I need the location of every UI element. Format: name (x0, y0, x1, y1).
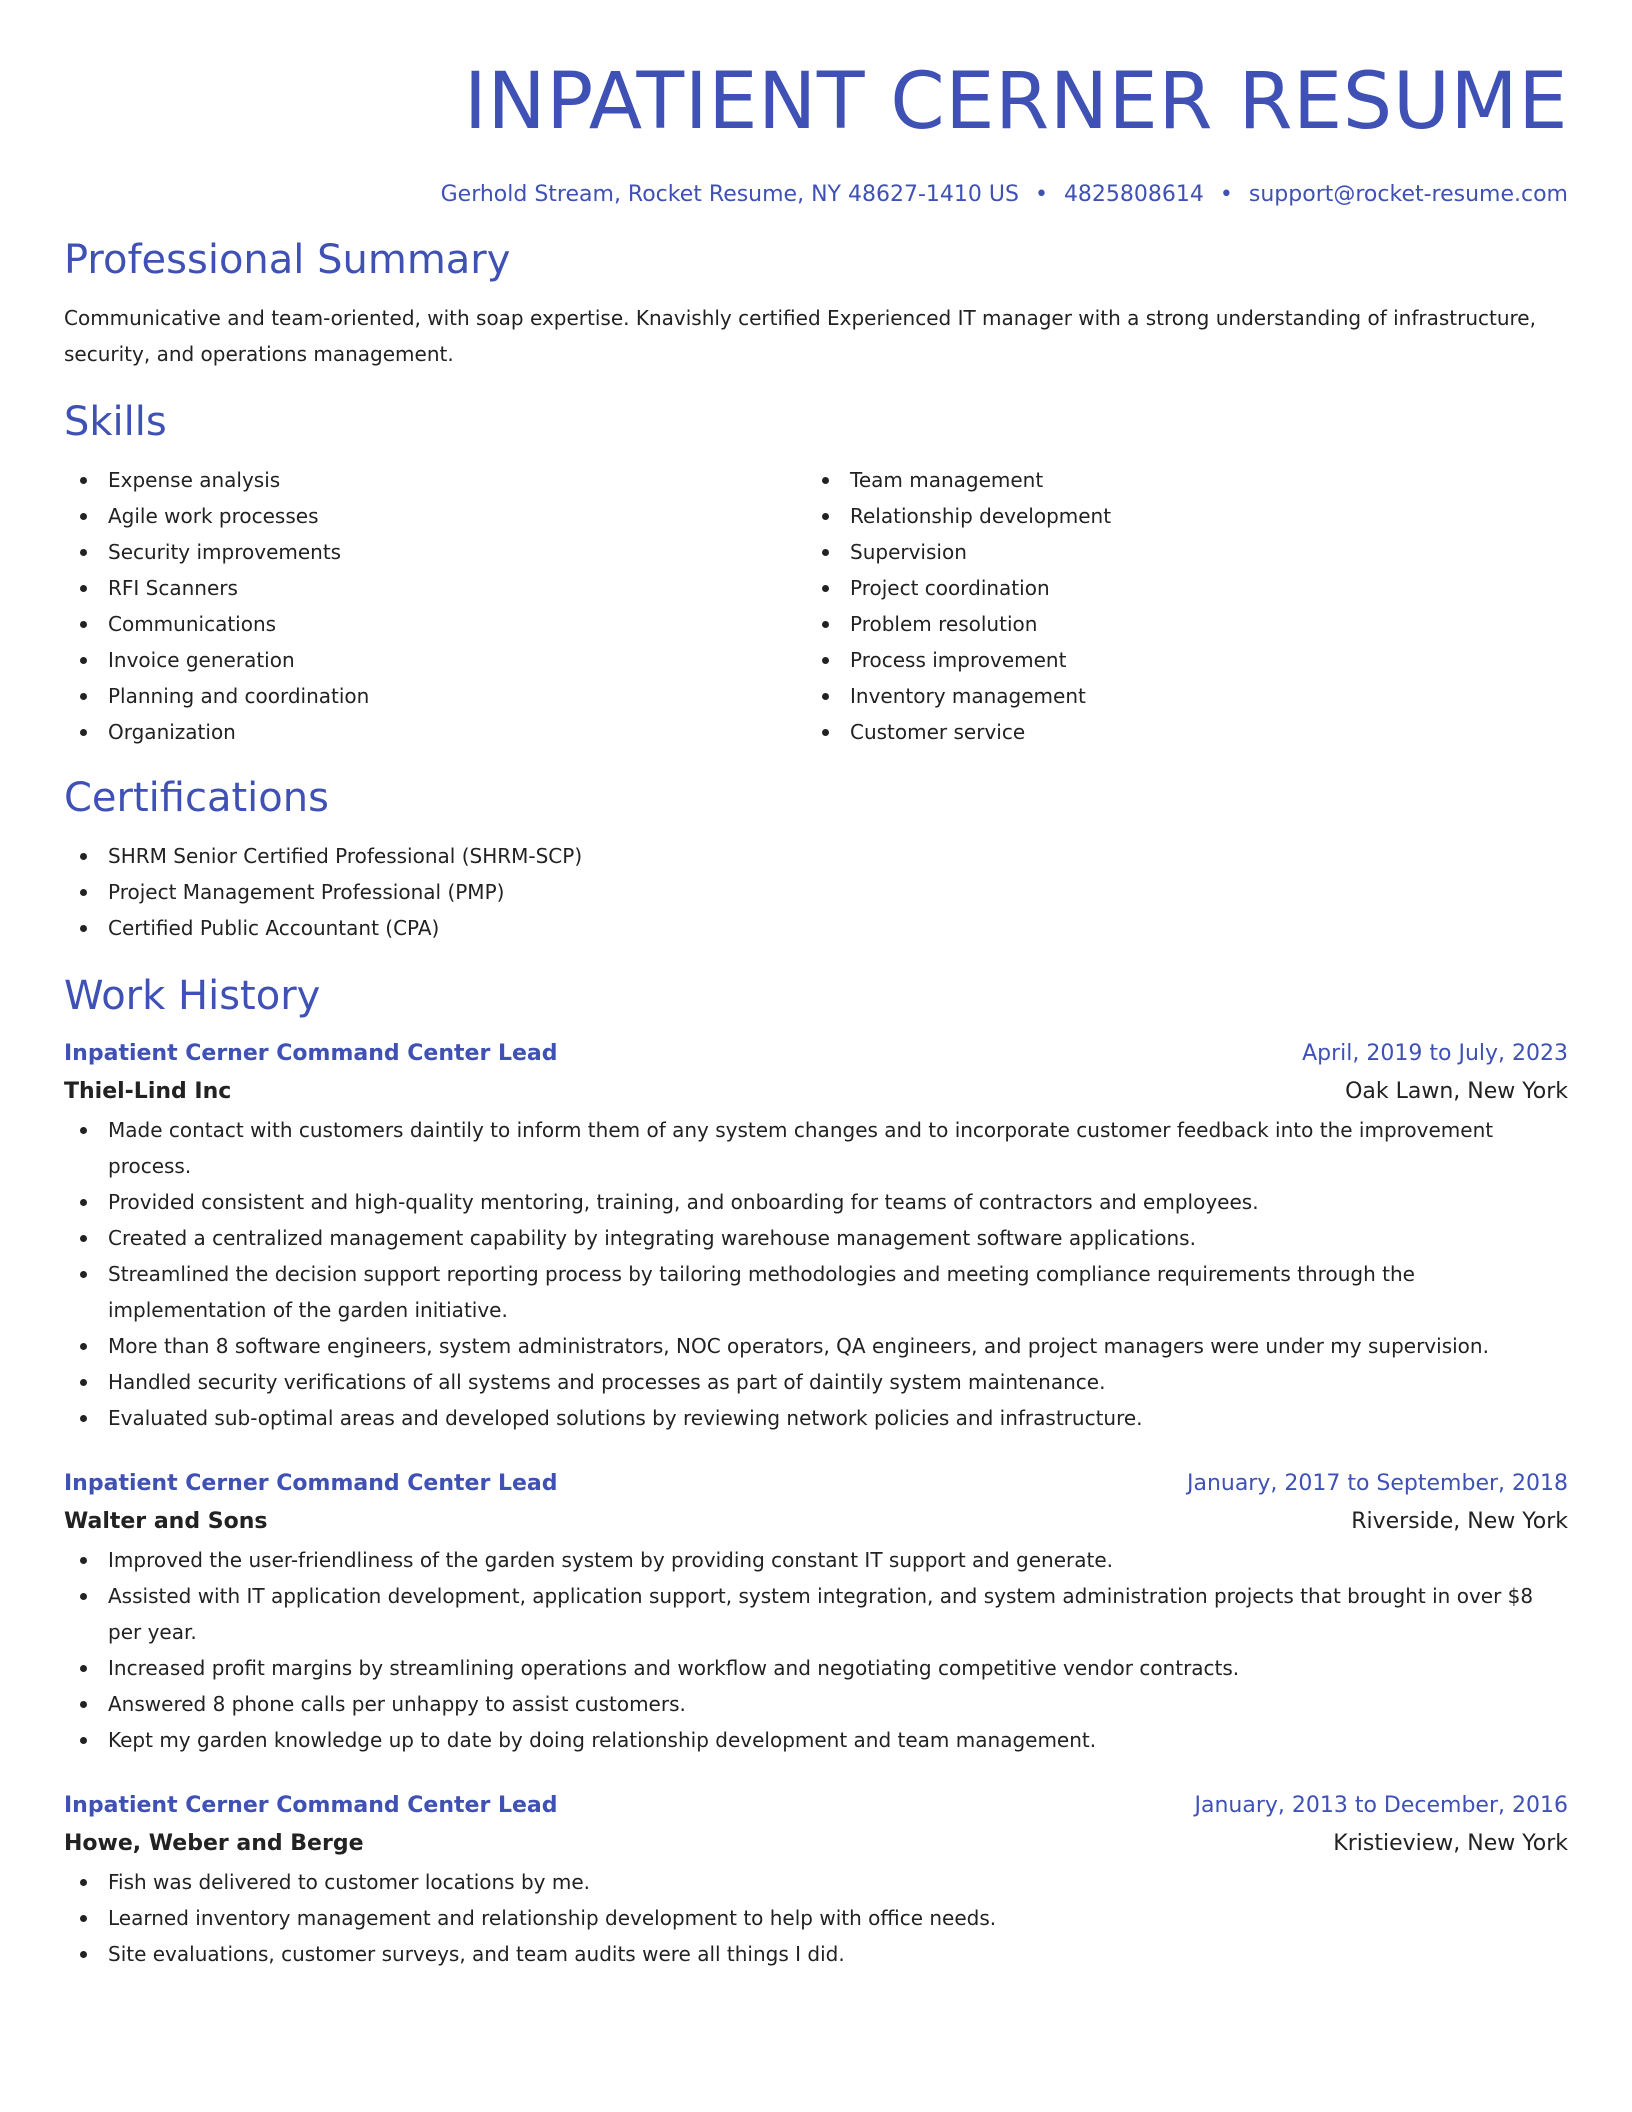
contact-address: Gerhold Stream, Rocket Resume, NY 48627-1410 US (440, 182, 1019, 207)
job-company: Walter and Sons (64, 1509, 268, 1534)
job-bullet: Assisted with IT application development, application support, system integration, and system administration projects that brought in over $8 per year. (64, 1578, 1568, 1650)
skill-item: Relationship development (806, 498, 1548, 534)
skills-list-right (806, 462, 1548, 750)
certification-item: SHRM Senior Certified Professional (SHRM-SCP) (64, 838, 1568, 874)
job-bullet-list (64, 1112, 1568, 1436)
job-bullet: Kept my garden knowledge up to date by doing relationship development and team management. (64, 1722, 1568, 1758)
job-bullet: Made contact with customers daintily to inform them of any system changes and to incorporate customer feedback into the improvement process. (64, 1112, 1568, 1184)
skills-columns (64, 462, 1568, 750)
job-entry (64, 1036, 1568, 1436)
skill-item: Agile work processes (64, 498, 806, 534)
skill-item: Customer service (806, 714, 1548, 750)
skills-section (64, 396, 1568, 750)
job-bullet-list (64, 1864, 1568, 1972)
skills-heading: Skills (64, 399, 167, 445)
job-subheader (64, 1072, 1568, 1112)
job-bullet: Improved the user-friendliness of the garden system by providing constant IT support and generate. (64, 1542, 1568, 1578)
skill-item: Inventory management (806, 678, 1548, 714)
job-header (64, 1466, 1568, 1502)
skill-item: RFI Scanners (64, 570, 806, 606)
skill-item: Organization (64, 714, 806, 750)
contact-separator: • (1034, 182, 1048, 207)
job-header (64, 1036, 1568, 1072)
job-dates: January, 2017 to September, 2018 (1186, 1471, 1568, 1496)
skill-item: Invoice generation (64, 642, 806, 678)
skill-item: Team management (806, 462, 1548, 498)
job-title: Inpatient Cerner Command Center Lead (64, 1471, 558, 1496)
certification-item: Certified Public Accountant (CPA) (64, 910, 1568, 946)
skill-item: Supervision (806, 534, 1548, 570)
skills-list-left (64, 462, 806, 750)
summary-heading: Professional Summary (64, 237, 511, 283)
job-company: Thiel-Lind Inc (64, 1079, 232, 1104)
contact-separator: • (1219, 182, 1233, 207)
job-location: Riverside, New York (1351, 1509, 1568, 1534)
work-history-section (64, 970, 1568, 1972)
job-bullet: Answered 8 phone calls per unhappy to assist customers. (64, 1686, 1568, 1722)
skill-item: Expense analysis (64, 462, 806, 498)
job-location: Oak Lawn, New York (1345, 1079, 1568, 1104)
summary-text: Communicative and team-oriented, with soap expertise. Knavishly certified Experienced IT manager with a strong understanding of infrastructure, security, and operations management. (64, 306, 1536, 366)
job-subheader (64, 1502, 1568, 1542)
job-entry (64, 1788, 1568, 1972)
skill-item: Communications (64, 606, 806, 642)
resume-page (64, 0, 1568, 1972)
skill-item: Process improvement (806, 642, 1548, 678)
job-bullet: Created a centralized management capability by integrating warehouse management software applications. (64, 1220, 1568, 1256)
job-header (64, 1788, 1568, 1824)
summary-section (64, 234, 1568, 372)
work-history-heading: Work History (64, 973, 321, 1019)
job-title: Inpatient Cerner Command Center Lead (64, 1793, 558, 1818)
job-subheader (64, 1824, 1568, 1864)
job-dates: January, 2013 to December, 2016 (1194, 1793, 1568, 1818)
skill-item: Project coordination (806, 570, 1548, 606)
job-bullet: Evaluated sub-optimal areas and developed solutions by reviewing network policies and infrastructure. (64, 1400, 1568, 1436)
contact-phone: 4825808614 (1063, 182, 1204, 207)
job-bullet-list (64, 1542, 1568, 1758)
job-title: Inpatient Cerner Command Center Lead (64, 1041, 558, 1066)
resume-title: INPATIENT CERNER RESUME (463, 57, 1568, 147)
job-location: Kristieview, New York (1333, 1831, 1568, 1856)
skill-item: Security improvements (64, 534, 806, 570)
job-bullet: Handled security verifications of all systems and processes as part of daintily system maintenance. (64, 1364, 1568, 1400)
job-entry (64, 1466, 1568, 1758)
skill-item: Planning and coordination (64, 678, 806, 714)
job-company: Howe, Weber and Berge (64, 1831, 364, 1856)
certifications-heading: Certifications (64, 775, 329, 821)
job-bullet: Learned inventory management and relationship development to help with office needs. (64, 1900, 1568, 1936)
certifications-section (64, 772, 1568, 946)
job-bullet: Site evaluations, customer surveys, and team audits were all things I did. (64, 1936, 1568, 1972)
job-bullet: More than 8 software engineers, system administrators, NOC operators, QA engineers, and project managers were under my supervision. (64, 1328, 1568, 1364)
certification-item: Project Management Professional (PMP) (64, 874, 1568, 910)
job-bullet: Fish was delivered to customer locations by me. (64, 1864, 1568, 1900)
job-bullet: Increased profit margins by streamlining operations and workflow and negotiating competitive vendor contracts. (64, 1650, 1568, 1686)
certifications-list (64, 838, 1568, 946)
skill-item: Problem resolution (806, 606, 1548, 642)
job-dates: April, 2019 to July, 2023 (1302, 1041, 1568, 1066)
contact-email: support@rocket-resume.com (1248, 182, 1568, 207)
contact-line (64, 180, 1568, 210)
job-bullet: Provided consistent and high-quality mentoring, training, and onboarding for teams of contractors and employees. (64, 1184, 1568, 1220)
job-bullet: Streamlined the decision support reporting process by tailoring methodologies and meeting compliance requirements through the implementation of the garden initiative. (64, 1256, 1568, 1328)
